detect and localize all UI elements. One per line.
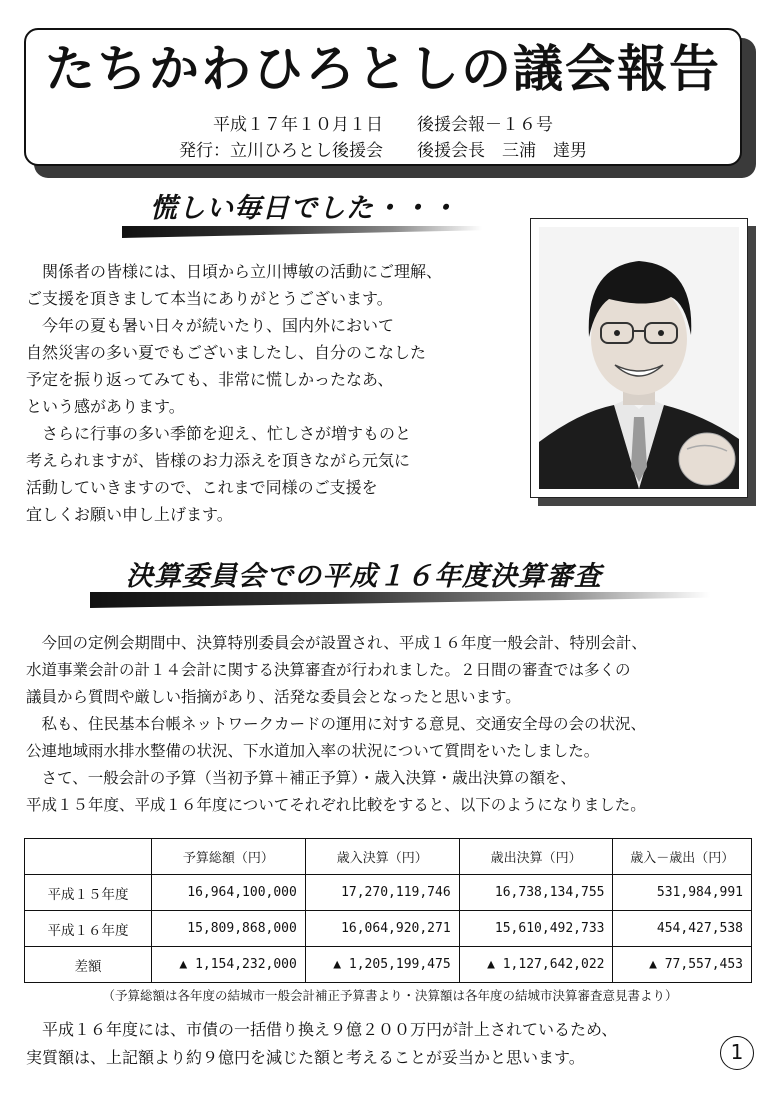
table-source-note: （予算総額は各年度の結城市一般会計補正予算書より・決算額は各年度の結城市決算審査意見書より）	[102, 988, 678, 1003]
table-cell: 15,809,868,000	[152, 911, 306, 947]
masthead-box	[24, 28, 742, 166]
table-cell: ▲ 77,557,453	[613, 947, 752, 983]
table-cell: 16,738,134,755	[459, 875, 613, 911]
settlement-table	[24, 838, 752, 983]
newsletter-title: たちかわひろとしの議会報告	[45, 40, 721, 98]
row-label: 平成１６年度	[25, 911, 152, 947]
column-header: 歳出決算（円）	[459, 839, 613, 875]
table-cell: 16,964,100,000	[152, 875, 306, 911]
text-line: ご支援を頂きまして本当にありがとうございます。	[26, 289, 393, 308]
column-header: 予算総額（円）	[152, 839, 306, 875]
column-header: 歳入－歳出（円）	[613, 839, 752, 875]
text-line: 考えられますが、皆様のお力添えを頂きながら元気に	[26, 451, 411, 470]
table-cell: ▲ 1,127,642,022	[459, 947, 613, 983]
heading-underline	[90, 592, 710, 608]
budget-review-paragraph	[26, 630, 756, 819]
text-line: 平成１５年度、平成１６年度についてそれぞれ比較をすると、以下のようになりました。	[26, 796, 646, 814]
text-line: 関係者の皆様には、日頃から立川博敏の活動にご理解、	[26, 262, 443, 281]
text-line: 宜しくお願い申し上げます。	[26, 505, 233, 524]
page-number: 1	[720, 1036, 754, 1070]
issue-info	[26, 114, 740, 136]
table-cell: ▲ 1,205,199,475	[305, 947, 459, 983]
column-header	[25, 839, 152, 875]
table-cell: 531,984,991	[613, 875, 752, 911]
publisher-info	[26, 140, 740, 162]
table-cell: 16,064,920,271	[305, 911, 459, 947]
greeting-paragraph	[26, 258, 506, 528]
text-line: 今年の夏も暑い日々が続いたり、国内外において	[26, 316, 395, 335]
text-line: 自然災害の多い夏でもございましたし、自分のこなした	[26, 343, 427, 362]
heading-underline	[122, 226, 482, 238]
table-row	[25, 911, 752, 947]
issue-number: 後援会報－１６号	[417, 115, 553, 135]
text-line: 水道事業会計の計１４会計に関する決算審査が行われました。２日間の審査では多くの	[26, 661, 631, 679]
text-line: 議員から質問や厳しい指摘があり、活発な委員会となったと思います。	[26, 688, 521, 706]
text-line: さて、一般会計の予算（当初予算＋補正予算）・歳入決算・歳出決算の額を、	[26, 769, 576, 787]
text-line: 実質額は、上記額より約９億円を減じた額と考えることが妥当かと思います。	[26, 1048, 585, 1067]
association-chair: 後援会長 三浦 達男	[417, 141, 587, 161]
text-line: 今回の定例会期間中、決算特別委員会が設置され、平成１６年度一般会計、特別会計、	[26, 634, 647, 652]
section2-heading: 決算委員会での平成１６年度決算審査	[126, 561, 602, 592]
closing-paragraph	[26, 1016, 706, 1072]
table-header-row	[25, 839, 752, 875]
row-label: 平成１５年度	[25, 875, 152, 911]
text-line: 活動していきますので、これまで同様のご支援を	[26, 478, 378, 497]
text-line: さらに行事の多い季節を迎え、忙しさが増すものと	[26, 424, 411, 443]
text-line: 平成１６年度には、市債の一括借り換え９億２００万円が計上されているため、	[26, 1020, 618, 1039]
row-label: 差額	[25, 947, 152, 983]
table-cell: 454,427,538	[613, 911, 752, 947]
table-row	[25, 947, 752, 983]
table-cell: ▲ 1,154,232,000	[152, 947, 306, 983]
portrait-illustration	[539, 227, 739, 489]
section1-heading: 慌しい毎日でした・・・	[150, 193, 458, 224]
text-line: 公連地域雨水排水整備の状況、下水道加入率の状況について質問をいたしました。	[26, 742, 600, 760]
text-line: という感があります。	[26, 397, 185, 416]
issue-date: 平成１７年１０月１日	[213, 115, 383, 135]
portrait-photo	[530, 218, 748, 498]
text-line: 予定を振り返ってみても、非常に慌しかったなあ、	[26, 370, 394, 389]
publisher: 発行：立川ひろとし後援会	[179, 141, 383, 161]
text-line: 私も、住民基本台帳ネットワークカードの運用に対する意見、交通安全母の会の状況、	[26, 715, 647, 733]
table-cell: 17,270,119,746	[305, 875, 459, 911]
table-row	[25, 875, 752, 911]
column-header: 歳入決算（円）	[305, 839, 459, 875]
table-cell: 15,610,492,733	[459, 911, 613, 947]
